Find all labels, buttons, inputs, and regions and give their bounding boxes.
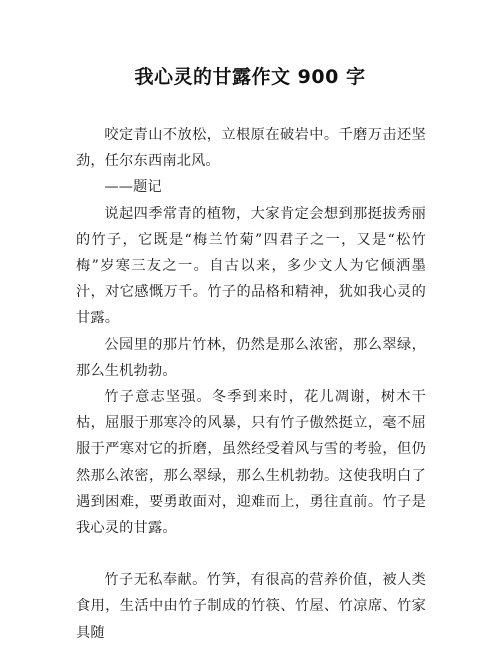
paragraph-will: 竹子意志坚强。冬季到来时，花儿凋谢，树木干枯，屈服于那寒冷的风暴，只有竹子傲然挺立，毫不屈服于严寒对它的折磨，虽然经受着风与雪的考验，但仍然那么浓密，那么翠绿，那么生机勃勃。这使我明白了遇到困难，要勇敢面对，迎难而上，勇往直前。竹子是我心灵的甘露。 <box>76 389 426 537</box>
paragraph-epigraph-source: ——题记 <box>104 179 162 196</box>
paragraph-intro: 说起四季常青的植物，大家肯定会想到那挺拔秀丽的竹子，它既是“梅兰竹菊”四君子之一，又是“松竹梅”岁寒三友之一。自古以来，多少文人为它倾洒墨汁，对它感慨万千。竹子的品格和精神，犹如我心灵的甘露。 <box>76 205 426 327</box>
document-title: 我心灵的甘露作文 900 字 <box>134 66 366 88</box>
document-body <box>76 122 426 646</box>
paragraph-park: 公园里的那片竹林，仍然是那么浓密，那么翠绿，那么生机勃勃。 <box>76 336 426 379</box>
paragraph-epigraph: 咬定青山不放松，立根原在破岩中。千磨万击还坚劲，任尔东西南北风。 <box>76 127 426 170</box>
paragraph-dedication: 竹子无私奉献。竹笋，有很高的营养价值，被人类食用，生活中由竹子制成的竹筷、竹屋、竹凉席、竹家具随 <box>76 572 426 641</box>
